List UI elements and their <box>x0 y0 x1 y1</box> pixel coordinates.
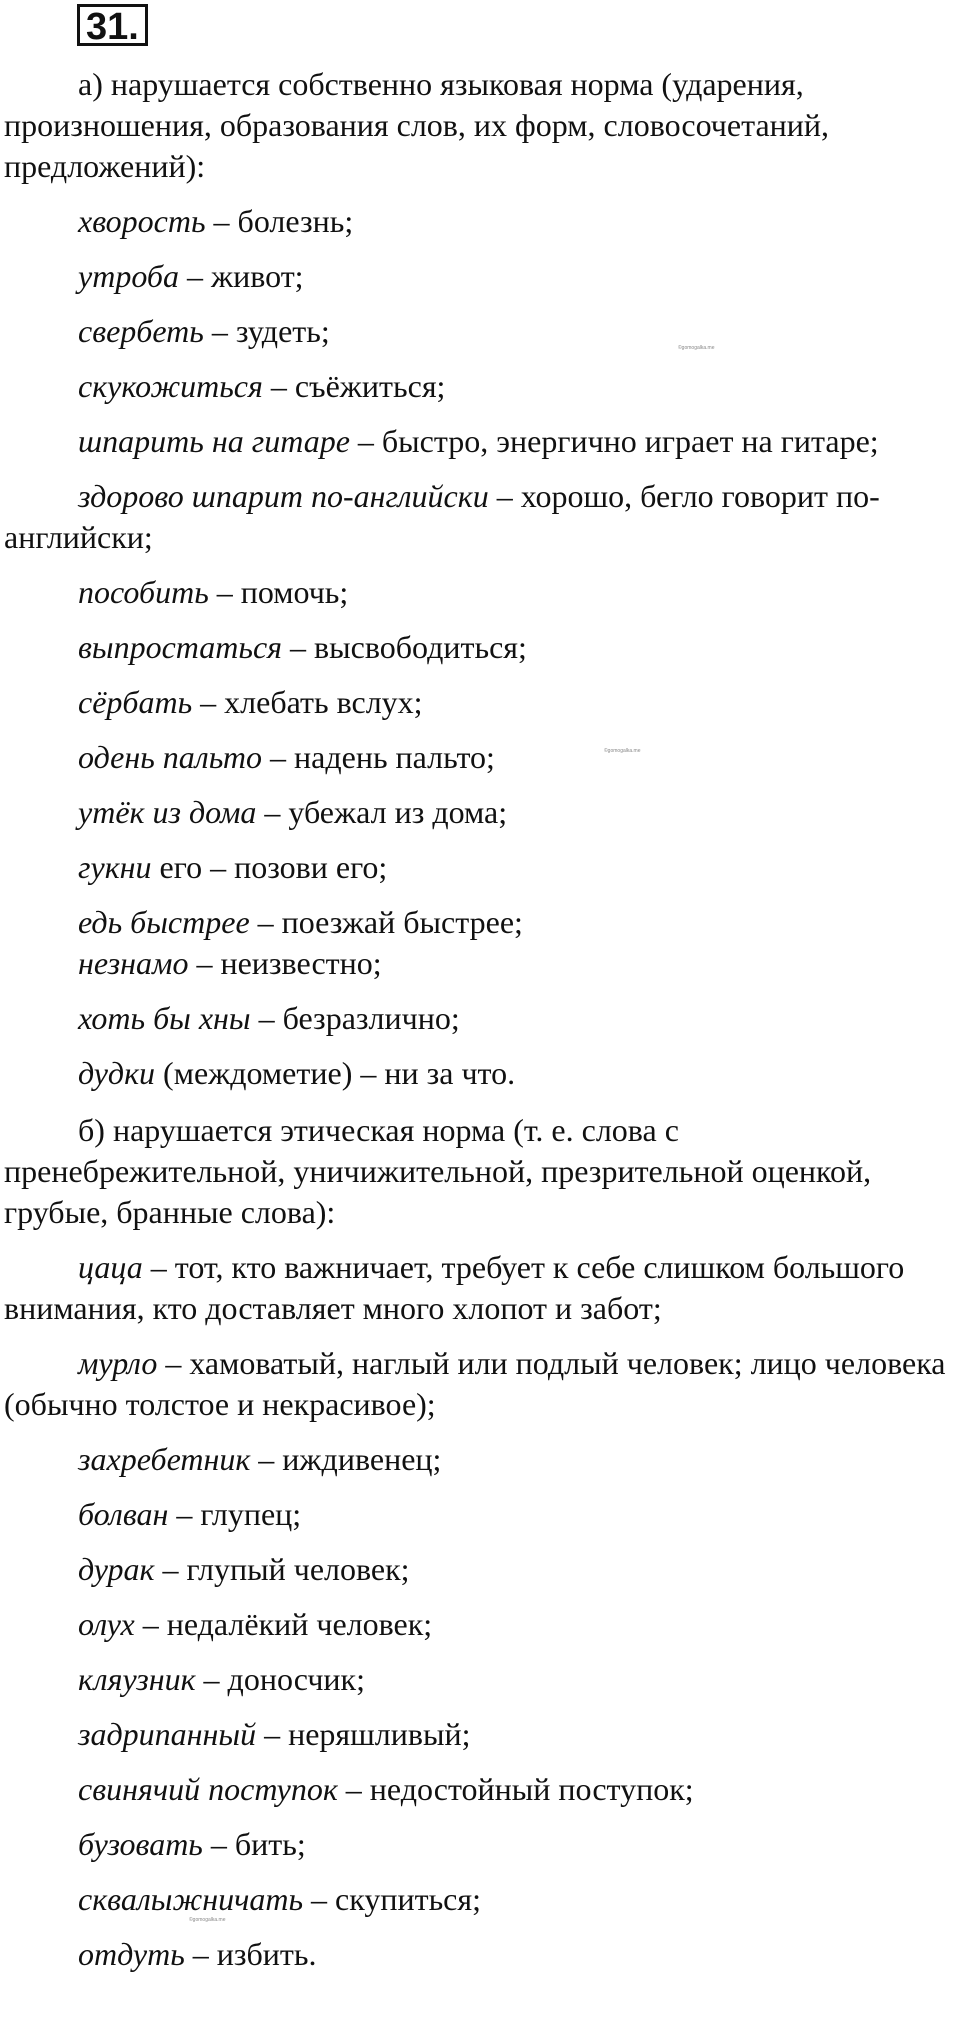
definition: – тот, кто важничает, требует к себе слишком большого внимания, кто доставляет много хлопот и забот; <box>4 1249 905 1326</box>
term: сёрбать <box>78 684 193 720</box>
list-item <box>4 572 960 613</box>
definition: – хорошо, бегло говорит по-английски; <box>4 478 880 555</box>
list-item <box>4 1494 960 1535</box>
list-item <box>4 366 960 407</box>
list-item <box>4 1343 960 1425</box>
term: свинячий поступок <box>78 1771 338 1807</box>
definition: – скупиться; <box>303 1881 481 1917</box>
section-b-list <box>4 1247 960 1975</box>
list-item <box>4 421 960 462</box>
term: дудки <box>78 1055 156 1091</box>
definition: (междометие) – ни за что. <box>155 1055 516 1091</box>
list-item <box>4 1439 960 1480</box>
list-item <box>4 1549 960 1590</box>
definition: – быстро, энергично играет на гитаре; <box>349 423 879 459</box>
definition: – болезнь; <box>205 203 354 239</box>
definition: – высвободиться; <box>282 629 527 665</box>
term: хворость <box>78 203 206 239</box>
list-item <box>4 476 960 558</box>
term: сквалыжничать <box>78 1881 304 1917</box>
watermark: ©gomogalka.me <box>678 345 715 351</box>
term: цаца <box>78 1249 143 1285</box>
list-item <box>4 792 960 833</box>
term: пособить <box>78 574 209 610</box>
definition: – недостойный поступок; <box>337 1771 694 1807</box>
definition: – съёжиться; <box>262 368 446 404</box>
list-item <box>4 1879 960 1920</box>
task-number-box <box>77 4 148 46</box>
list-item <box>4 998 960 1039</box>
list-item <box>4 1769 960 1810</box>
section-a-intro: а) нарушается собственно языковая норма (ударения, произношения, образования слов, их форм, словосочетаний, предложений): <box>4 66 830 184</box>
list-item <box>4 1247 960 1329</box>
list-item <box>4 847 960 888</box>
term: хоть бы хны <box>78 1000 251 1036</box>
section-b-intro: б) нарушается этическая норма (т. е. слова с пренебрежительной, уничижительной, презрительной оценкой, грубые, бранные слова): <box>4 1112 872 1230</box>
term: едь быстрее <box>78 904 250 940</box>
definition: – избить. <box>184 1936 317 1972</box>
list-item <box>4 201 960 242</box>
definition: – надень пальто; <box>262 739 495 775</box>
term: одень пальто <box>78 739 262 775</box>
term: незнамо <box>78 945 189 981</box>
definition: – бить; <box>202 1826 306 1862</box>
definition: – глупец; <box>168 1496 302 1532</box>
definition: – зудеть; <box>203 313 330 349</box>
section-a-list <box>4 201 960 1094</box>
definition: – иждивенец; <box>250 1441 442 1477</box>
term: кляузник <box>78 1661 196 1697</box>
list-item <box>4 737 960 778</box>
definition: – поезжай быстрее; <box>249 904 523 940</box>
term: утроба <box>78 258 179 294</box>
definition: – убежал из дома; <box>256 794 508 830</box>
term: болван <box>78 1496 169 1532</box>
definition: его – позови его; <box>151 849 388 885</box>
watermark: ©gomogalka.me <box>189 1917 226 1923</box>
list-item <box>4 1053 960 1094</box>
definition: – доносчик; <box>195 1661 365 1697</box>
definition: – безразлично; <box>250 1000 460 1036</box>
term: скукожиться <box>78 368 263 404</box>
term: свербеть <box>78 313 204 349</box>
term: отдуть <box>78 1936 185 1972</box>
list-item <box>4 902 960 943</box>
definition: – недалёкий человек; <box>134 1606 433 1642</box>
definition: – глупый человек; <box>154 1551 410 1587</box>
task-number-dot: . <box>128 6 139 48</box>
term: дурак <box>78 1551 155 1587</box>
term: выпростаться <box>78 629 283 665</box>
list-item <box>4 1934 960 1975</box>
list-item <box>4 256 960 297</box>
term: задрипанный <box>78 1716 257 1752</box>
watermark: ©gomogalka.me <box>604 748 641 754</box>
list-item <box>4 311 960 352</box>
definition: – хлебать вслух; <box>192 684 423 720</box>
definition: – неряшливый; <box>256 1716 471 1752</box>
task-number: 31 <box>86 6 129 48</box>
list-item <box>4 1659 960 1700</box>
term: утёк из дома <box>78 794 257 830</box>
list-item <box>4 1824 960 1865</box>
term: шпарить на гитаре <box>78 423 350 459</box>
list-item <box>4 1714 960 1755</box>
definition: – хамоватый, наглый или подлый человек; лицо человека (обычно толстое и некрасивое); <box>4 1345 946 1422</box>
list-item <box>4 1604 960 1645</box>
term: бузовать <box>78 1826 203 1862</box>
list-item <box>4 682 960 723</box>
term: захребетник <box>78 1441 251 1477</box>
term: здорово шпарит по-английски <box>78 478 489 514</box>
definition: – помочь; <box>208 574 349 610</box>
term: мурло <box>78 1345 158 1381</box>
term: гукни <box>78 849 152 885</box>
list-item <box>4 943 960 984</box>
definition: – неизвестно; <box>188 945 382 981</box>
definition: – живот; <box>178 258 304 294</box>
list-item <box>4 627 960 668</box>
term: олух <box>78 1606 135 1642</box>
